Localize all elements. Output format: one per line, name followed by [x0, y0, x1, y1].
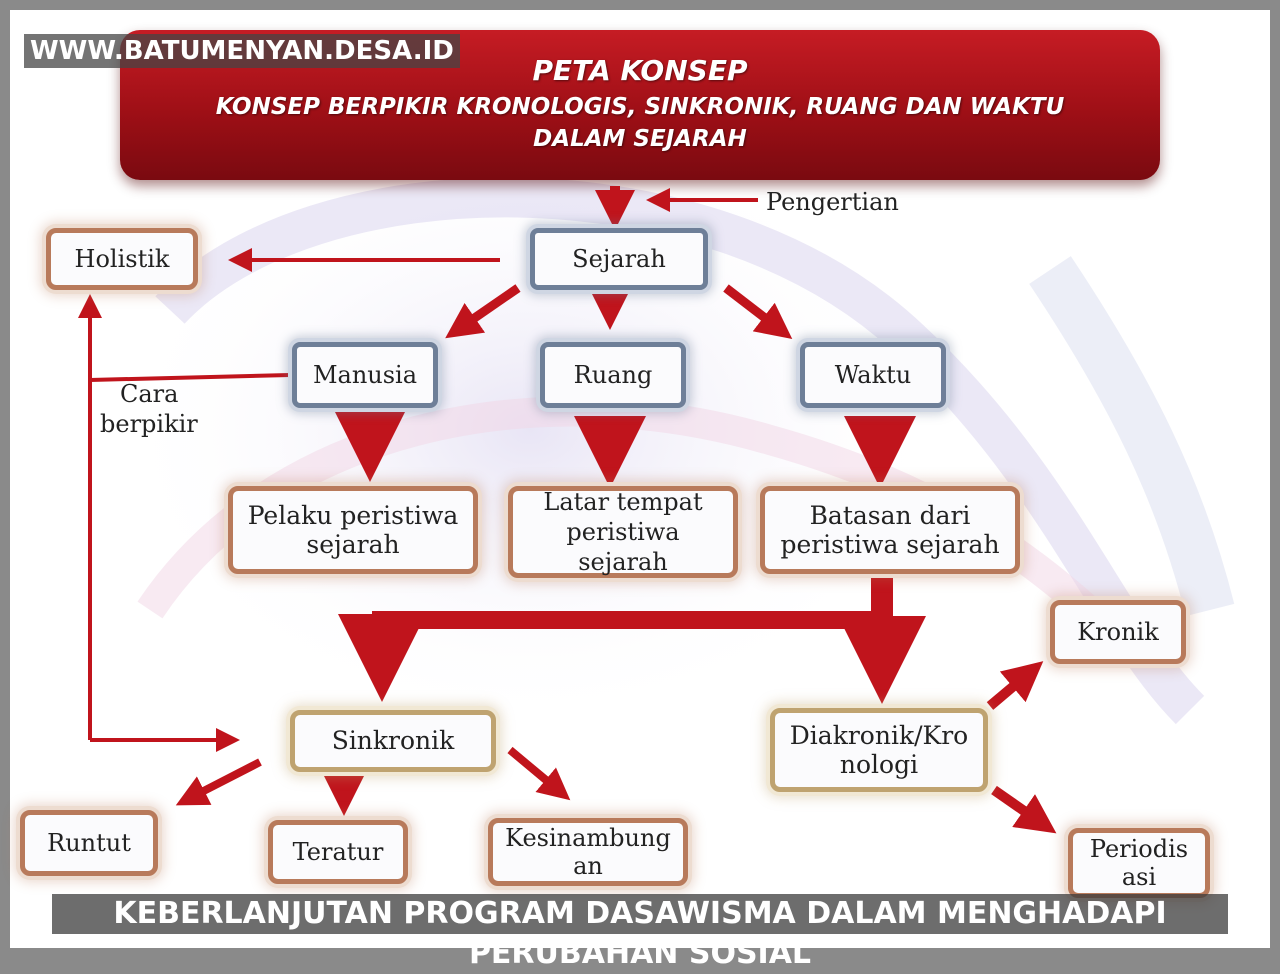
node-runtut-label: Runtut — [47, 828, 131, 857]
node-periodisasi-line1: Periodis — [1089, 834, 1189, 863]
node-sejarah — [530, 228, 708, 290]
node-batasan-line1: Batasan dari — [809, 500, 971, 530]
node-teratur — [268, 820, 408, 884]
node-sinkronik — [290, 710, 496, 772]
node-batasan-line2: peristiwa sejarah — [780, 530, 1000, 559]
node-latar-line2: peristiwa — [566, 518, 680, 546]
node-latar-tempat — [508, 486, 738, 578]
node-pelaku-line1: Pelaku peristiwa — [247, 500, 459, 530]
banner-title: PETA KONSEP — [532, 54, 748, 87]
arrow-diakronik-kronik — [990, 674, 1028, 706]
connector-arrows — [10, 10, 1270, 948]
arrow-diakronik-periodisasi — [994, 790, 1040, 822]
node-holistik — [46, 228, 198, 290]
node-latar-line1: Latar tempat — [543, 488, 703, 516]
node-pelaku-line2: sejarah — [306, 530, 400, 559]
banner-subtitle-line1: KONSEP BERPIKIR KRONOLOGIS, SINKRONIK, RUANG DAN WAKTU — [215, 94, 1065, 120]
label-cara: Cara — [120, 380, 179, 408]
arrow-sinkronik-kesinambungan — [510, 750, 558, 790]
node-diakronik — [770, 708, 988, 792]
arrow-sinkronik-runtut — [190, 762, 260, 798]
diagram-frame — [10, 10, 1270, 971]
node-kesinambungan — [488, 818, 688, 886]
node-waktu — [800, 342, 946, 408]
arrow-sejarah-manusia — [460, 288, 518, 328]
node-sinkronik-label: Sinkronik — [331, 726, 455, 756]
node-kesinambungan-line1: Kesinambung — [505, 823, 671, 852]
label-pengertian: Pengertian — [766, 188, 899, 216]
node-ruang-label: Ruang — [573, 360, 653, 389]
arrow-sejarah-waktu — [726, 288, 778, 328]
node-latar-line3: sejarah — [578, 548, 668, 576]
node-diakronik-line1: Diakronik/Kro — [789, 720, 969, 750]
node-kronik-label: Kronik — [1077, 617, 1159, 646]
node-waktu-label: Waktu — [834, 360, 912, 389]
node-diakronik-line2: nologi — [839, 750, 919, 779]
node-periodisasi — [1068, 828, 1210, 898]
node-teratur-label: Teratur — [292, 837, 384, 866]
node-kesinambungan-line2: an — [573, 852, 603, 880]
node-periodisasi-line2: asi — [1121, 863, 1157, 891]
node-sejarah-label: Sejarah — [572, 244, 666, 273]
node-manusia-label: Manusia — [312, 360, 418, 389]
node-batasan — [760, 486, 1020, 574]
node-kronik — [1050, 600, 1186, 664]
footer-caption: KEBERLANJUTAN PROGRAM DASAWISMA DALAM MENGHADAPI PERUBAHAN SOSIAL — [52, 894, 1228, 934]
node-ruang — [540, 342, 686, 408]
banner-subtitle-line2: DALAM SEJARAH — [533, 126, 747, 152]
label-berpikir: berpikir — [100, 410, 198, 438]
site-watermark: WWW.BATUMENYAN.DESA.ID — [24, 34, 460, 68]
node-pelaku-peristiwa — [228, 486, 478, 574]
node-holistik-label: Holistik — [74, 244, 170, 273]
node-runtut — [20, 810, 158, 876]
node-manusia — [292, 342, 438, 408]
